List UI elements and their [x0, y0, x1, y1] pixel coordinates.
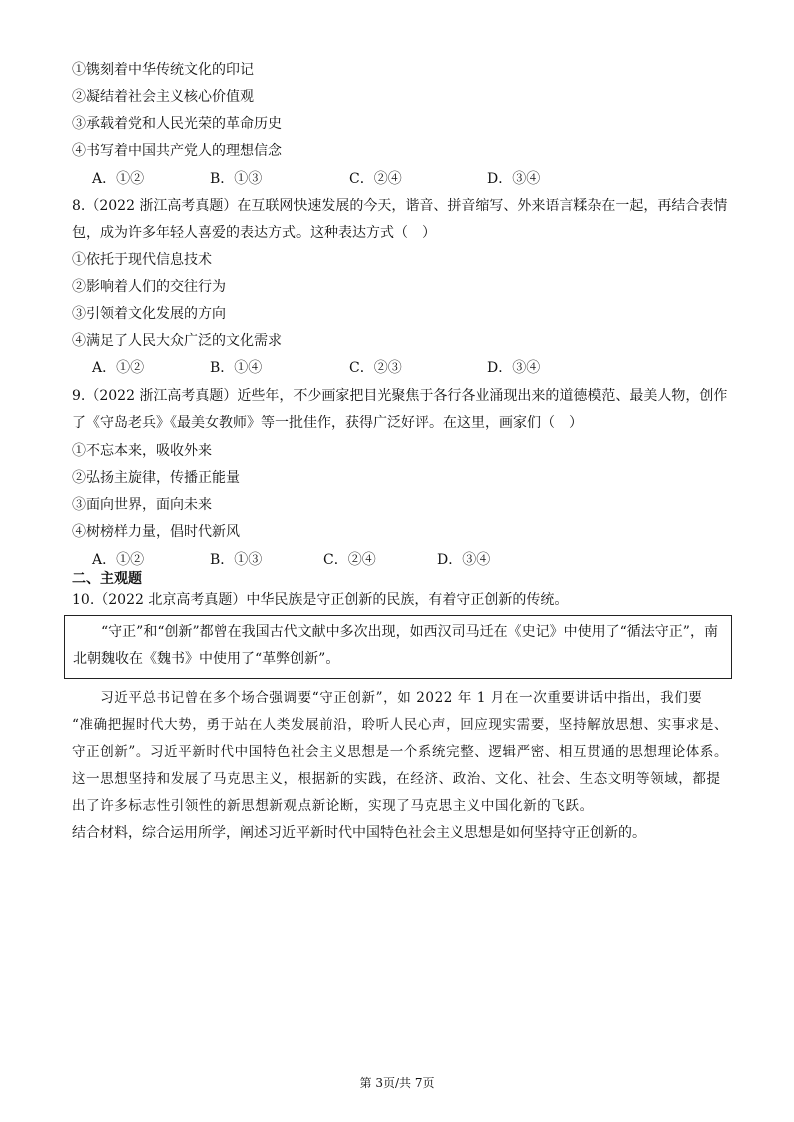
q9-option-b: B．①③	[210, 552, 263, 568]
q7-item-2: ②凝结着社会主义核心价值观	[72, 89, 254, 105]
material-line-4: 这一思想坚持和发展了马克思主义，根据新的实践，在经济、政治、文化、社会、生态文明等领域，都提	[72, 771, 721, 787]
material-line-1: 习近平总书记曾在多个场合强调要“守正创新”，如 2022 年 1 月在一次重要讲话中指出，我们要	[72, 690, 703, 706]
q7-option-c: C．②④	[349, 171, 402, 187]
material-line-3: 守正创新”。习近平新时代中国特色社会主义思想是一个系统完整、逻辑严密、相互贯通的思想理论体系。	[72, 744, 729, 760]
section-heading: 二、主观题	[72, 571, 142, 587]
q7-item-3: ③承载着党和人民光荣的革命历史	[72, 116, 282, 132]
q10-question: 结合材料，综合运用所学，阐述习近平新时代中国特色社会主义思想是如何坚持守正创新的。	[72, 825, 646, 841]
q9-item-4: ④树榜样力量，倡时代新风	[72, 524, 240, 540]
q8-stem-line-1: 8.（2022 浙江高考真题）在互联网快速发展的今天，谐音、拼音缩写、外来语言糅杂在一起，再结合表情	[72, 198, 728, 214]
q9-option-d: D．③④	[437, 552, 491, 568]
q7-option-a: A．①②	[92, 171, 145, 187]
material-line-2: “准确把握时代大势，勇于站在人类发展前沿，聆听人民心声，回应现实需要，坚持解放思想、实事求是、	[72, 717, 729, 733]
q9-stem-line-2: 了《守岛老兵》《最美女教师》等一批佳作，获得广泛好评。在这里，画家们（ ）	[72, 415, 583, 431]
material-line-5: 出了许多标志性引领性的新思想新观点新论断，实现了马克思主义中国化新的飞跃。	[72, 798, 594, 814]
q9-item-2: ②弘扬主旋律，传播正能量	[72, 470, 240, 486]
q9-item-3: ③面向世界，面向未来	[72, 497, 212, 513]
q7-option-b: B．①③	[210, 171, 263, 187]
q8-option-b: B．①④	[210, 360, 263, 376]
page-number: 第 3页/共 7页	[359, 1076, 435, 1090]
quote-box-line-1: “守正”和“创新”都曾在我国古代文献中多次出现，如西汉司马迁在《史记》中使用了“循法守正”，南	[73, 624, 718, 640]
q8-stem-line-2: 包，成为许多年轻人喜爱的表达方式。这种表达方式（ ）	[72, 225, 436, 241]
q8-option-a: A．①②	[92, 360, 145, 376]
quote-box	[64, 615, 732, 679]
q8-option-d: D．③④	[487, 360, 541, 376]
q8-option-c: C．②③	[349, 360, 402, 376]
q8-item-2: ②影响着人们的交往行为	[72, 279, 226, 295]
q7-item-4: ④书写着中国共产党人的理想信念	[72, 143, 282, 159]
q7-item-1: ①镌刻着中华传统文化的印记	[72, 62, 254, 78]
quote-box-line-2: 北朝魏收在《魏书》中使用了“革弊创新”。	[73, 651, 340, 667]
q9-stem-line-1: 9.（2022 浙江高考真题）近些年，不少画家把目光聚焦于各行各业涌现出来的道德模范、最美人物，创作	[72, 388, 728, 404]
q9-item-1: ①不忘本来，吸收外来	[72, 443, 212, 459]
q7-option-d: D．③④	[487, 171, 541, 187]
q8-item-4: ④满足了人民大众广泛的文化需求	[72, 333, 282, 349]
q8-item-1: ①依托于现代信息技术	[72, 252, 212, 268]
q9-option-a: A．①②	[92, 552, 145, 568]
q10-stem: 10.（2022 北京高考真题）中华民族是守正创新的民族，有着守正创新的传统。	[72, 592, 569, 608]
q9-option-c: C．②④	[323, 552, 376, 568]
q8-item-3: ③引领着文化发展的方向	[72, 306, 226, 322]
